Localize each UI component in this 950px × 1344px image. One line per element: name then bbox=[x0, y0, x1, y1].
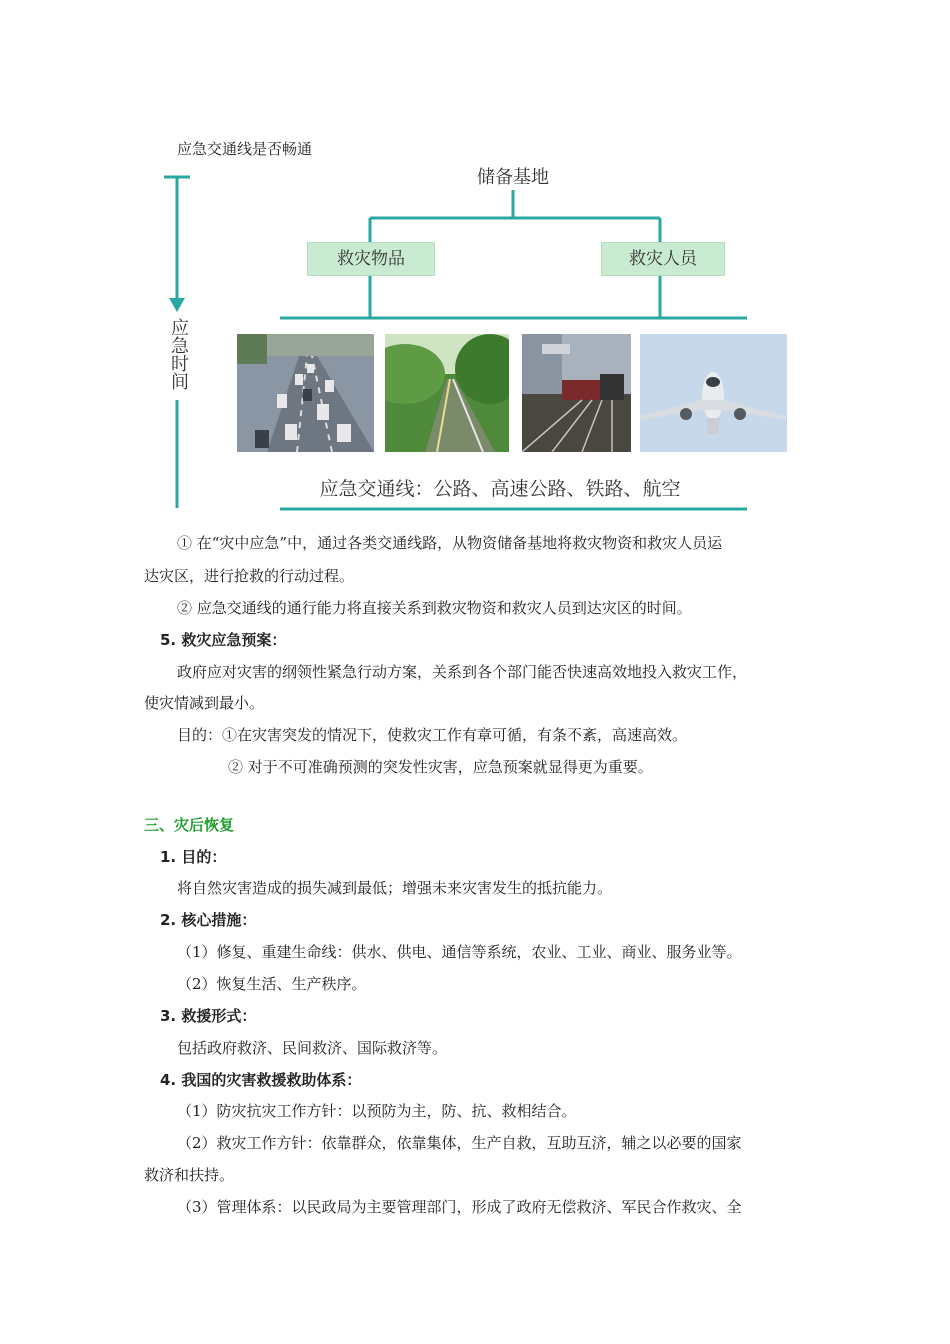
transport-lines-label: 应急交通线：公路、高速公路、铁路、航空 bbox=[319, 478, 681, 500]
s3-t3: 包括政府救济、民间救济、国际救济等。 bbox=[177, 1039, 448, 1057]
s3-h1: 1. 目的： bbox=[160, 848, 227, 866]
s3-h2: 2. 核心措施： bbox=[160, 911, 257, 929]
time-axis-arrowhead bbox=[169, 298, 185, 312]
relief-supplies-box: 救灾物品 bbox=[307, 242, 435, 276]
item5-line1: 政府应对灾害的纲领性紧急行动方案，关系到各个部门能否快速高效地投入救灾工作， bbox=[177, 663, 748, 681]
railway-photo bbox=[522, 334, 631, 452]
para1-line2: 达灾区，进行抢救的行动过程。 bbox=[144, 567, 355, 585]
item5-purpose1: 目的：①在灾害突发的情况下，使救灾工作有章可循，有条不紊，高速高效。 bbox=[177, 726, 688, 744]
item5-line2: 使灾情减到最小。 bbox=[144, 694, 265, 712]
s3-t4b2: 救济和扶持。 bbox=[144, 1166, 235, 1184]
storage-base-label: 储备基地 bbox=[477, 167, 549, 188]
s3-t1: 将自然灾害造成的损失减到最低；增强未来灾害发生的抵抗能力。 bbox=[177, 879, 613, 897]
s3-t4c: （3）管理体系：以民政局为主要管理部门，形成了政府无偿救济、军民合作救灾、全 bbox=[177, 1198, 742, 1216]
s3-t4b1: （2）救灾工作方针：依靠群众，依靠集体，生产自救，互助互济，辅之以必要的国家 bbox=[177, 1134, 742, 1152]
time-axis-label: 应急时间 bbox=[168, 318, 189, 390]
item5-purpose2: ② 对于不可准确预测的突发性灾害，应急预案就显得更为重要。 bbox=[228, 758, 653, 776]
diagram-caption: 应急交通线是否畅通 bbox=[177, 140, 313, 158]
s3-t2a: （1）修复、重建生命线：供水、供电、通信等系统，农业、工业、商业、服务业等。 bbox=[177, 943, 742, 961]
item5-heading: 5. 救灾应急预案： bbox=[160, 631, 287, 649]
section3-heading: 三、灾后恢复 bbox=[144, 816, 235, 834]
s3-h3: 3. 救援形式： bbox=[160, 1007, 257, 1025]
airplane-photo bbox=[640, 334, 787, 452]
para2: ② 应急交通线的通行能力将直接关系到救灾物资和救灾人员到达灾区的时间。 bbox=[177, 599, 692, 617]
forest-road-photo bbox=[385, 334, 509, 452]
s3-h4: 4. 我国的灾害救援救助体系： bbox=[160, 1071, 362, 1089]
highway-photo bbox=[237, 334, 374, 452]
relief-personnel-box: 救灾人员 bbox=[601, 242, 725, 276]
para1-line1: ① 在“灾中应急”中，通过各类交通线路，从物资储备基地将救灾物资和救灾人员运 bbox=[177, 534, 723, 552]
s3-t2b: （2）恢复生活、生产秩序。 bbox=[177, 975, 367, 993]
s3-t4a: （1）防灾抗灾工作方针：以预防为主，防、抗、救相结合。 bbox=[177, 1102, 577, 1120]
